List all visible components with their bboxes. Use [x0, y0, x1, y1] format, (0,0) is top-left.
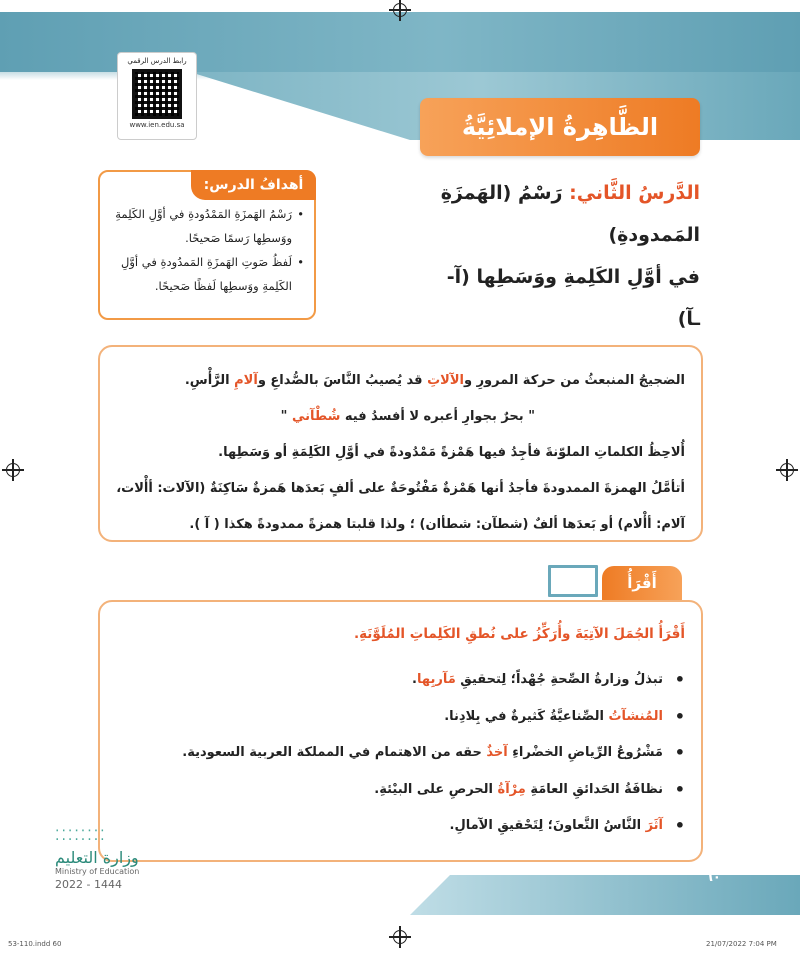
- passage-line: أتأمَّلُ الهمزةَ الممدودةَ فأجدُ أنها هَمْزةٌ مَفْتُوحَةٌ على ألفٍ بَعدَها هَمزةٌ سَاكِنَةٌ (الآلات: أأْلات،: [116, 481, 685, 496]
- lesson-title-line2: في أوَّلِ الكَلِمةِ ووَسَطِها (آ- ـآ): [446, 266, 700, 330]
- footer-decor-band: [410, 875, 800, 915]
- text-segment: الرَّأْسِ.: [184, 373, 235, 388]
- qr-title: رابط الدرس الرقمي: [127, 57, 187, 65]
- registration-mark-icon: [393, 3, 407, 17]
- open-book-icon: [546, 563, 600, 599]
- read-sentences-list: [110, 662, 685, 845]
- text-segment: الحرصِ على البيْئةِ.: [374, 781, 498, 797]
- text-segment: تبذلُ وزارةُ الصِّحةِ جُهْداً؛ لِتحقيقِ: [455, 672, 663, 687]
- list-item: [110, 699, 685, 736]
- read-instruction: أَقْرَأُ الجُمَلَ الآتِيَةَ وأُرَكِّزُ على نُطقِ الكَلِماتِ المُلَوَّنَةِ.: [353, 626, 685, 642]
- reading-passage: [114, 363, 685, 543]
- passage-line: أُلاحِظُ الكلماتِ الملوّنةَ فأجِدُ فيها هَمْزةً مَمْدُودةً في أوَّلِ الكَلِمَةِ أو وَسَطِها.: [218, 445, 685, 460]
- lesson-title: [420, 172, 700, 340]
- digital-lesson-qr[interactable]: [117, 52, 197, 140]
- highlighted-word: مَآربِها: [416, 672, 456, 687]
- qr-code-icon[interactable]: [132, 69, 182, 119]
- text-segment: النَّاسُ التَّعاونَ؛ لِتَحْقيقِ الآمالِ.: [449, 818, 646, 833]
- lesson-goals-list: [108, 202, 304, 298]
- footer-file-name: 53-110.indd 60: [8, 940, 62, 948]
- list-item: • لَفظُ صَوتِ الهَمزَةِ المَمدُودةِ في أوَّلِ الكَلِمةِ ووَسطِها لَفظًا صَحيحًا.: [108, 250, 304, 298]
- registration-mark-icon: [6, 463, 20, 477]
- highlighted-word: آلامِ: [234, 373, 258, 388]
- qr-url: www.ien.edu.sa: [129, 121, 185, 129]
- ministry-name-ar: وزارة التعليم: [55, 848, 139, 867]
- text-segment: حقه من الاهتمام في المملكة العربية السعودية.: [182, 745, 487, 760]
- highlighted-word: الآلاتِ: [427, 373, 464, 388]
- highlighted-word: شُطْآني: [291, 409, 341, 424]
- passage-line: [114, 363, 685, 399]
- lesson-goals-header: أهدافُ الدرس:: [191, 170, 316, 200]
- ministry-logo: [55, 828, 200, 891]
- registration-mark-icon: [393, 930, 407, 944]
- lesson-label: الدَّرسُ الثَّاني:: [569, 182, 700, 204]
- text-segment: .: [412, 672, 417, 687]
- ministry-logo-icon: ⁚⁚⁚⁚⁚⁚⁚⁚: [55, 828, 107, 844]
- text-segment: الضجيجُ المنبعثُ من حركة المرورِ و: [463, 373, 685, 388]
- passage-line: آلام: أأْلام) أو بَعدَها ألفٌ (شطآن: شطأان) ؛ ولذا قلبتا همزةً ممدودةً هكذا ( آ ).: [189, 517, 685, 532]
- list-item: [110, 662, 685, 699]
- page-title: الظَّاهِرةُ الإملائِيَّةُ: [420, 98, 700, 156]
- ministry-name-en: Ministry of Education: [55, 867, 140, 876]
- lesson-title-line1: رَسْمُ (الهَمزَةِ المَمدودةِ): [440, 182, 700, 246]
- text-segment: مَشْرُوعُ الرِّياضِ الخضْراءِ: [507, 745, 663, 760]
- poem-quote: [114, 399, 685, 435]
- highlighted-word: آثَرَ: [645, 818, 663, 833]
- reading-passage-box: [98, 345, 703, 542]
- highlighted-word: مِرْآةُ: [497, 781, 526, 797]
- page-number: ٦٠: [705, 870, 721, 885]
- read-section-box: [98, 600, 703, 862]
- registration-mark-icon: [780, 463, 794, 477]
- ministry-year: 2022 - 1444: [55, 878, 122, 891]
- footer-timestamp: 21/07/2022 7:04 PM: [706, 940, 777, 948]
- text-segment: نظافَةُ الحَدائقِ العامَةِ: [525, 781, 663, 797]
- text-segment: قد يُصيبُ النَّاسَ بالصُّداعِ و: [257, 373, 428, 388]
- highlighted-word: المُنشآتُ: [608, 708, 663, 724]
- text-segment: " بحرٌ بجوارِ أعبره لا أفسدُ فيه: [340, 409, 535, 424]
- text-segment: ": [280, 409, 292, 424]
- lesson-goals-box: [98, 170, 316, 320]
- list-item: • رَسْمُ الهَمزَةِ المَمْدُودةِ في أوَّلِ الكَلِمةِ ووَسطِها رَسمًا صَحيحًا.: [108, 202, 304, 250]
- highlighted-word: آخذٌ: [486, 745, 508, 760]
- list-item: [110, 772, 685, 809]
- read-section-tab: أَقْرَأُ: [602, 566, 682, 600]
- list-item: [110, 735, 685, 772]
- text-segment: الصِّناعيَّةُ كَثيرةٌ في بِلادِنا.: [444, 708, 609, 724]
